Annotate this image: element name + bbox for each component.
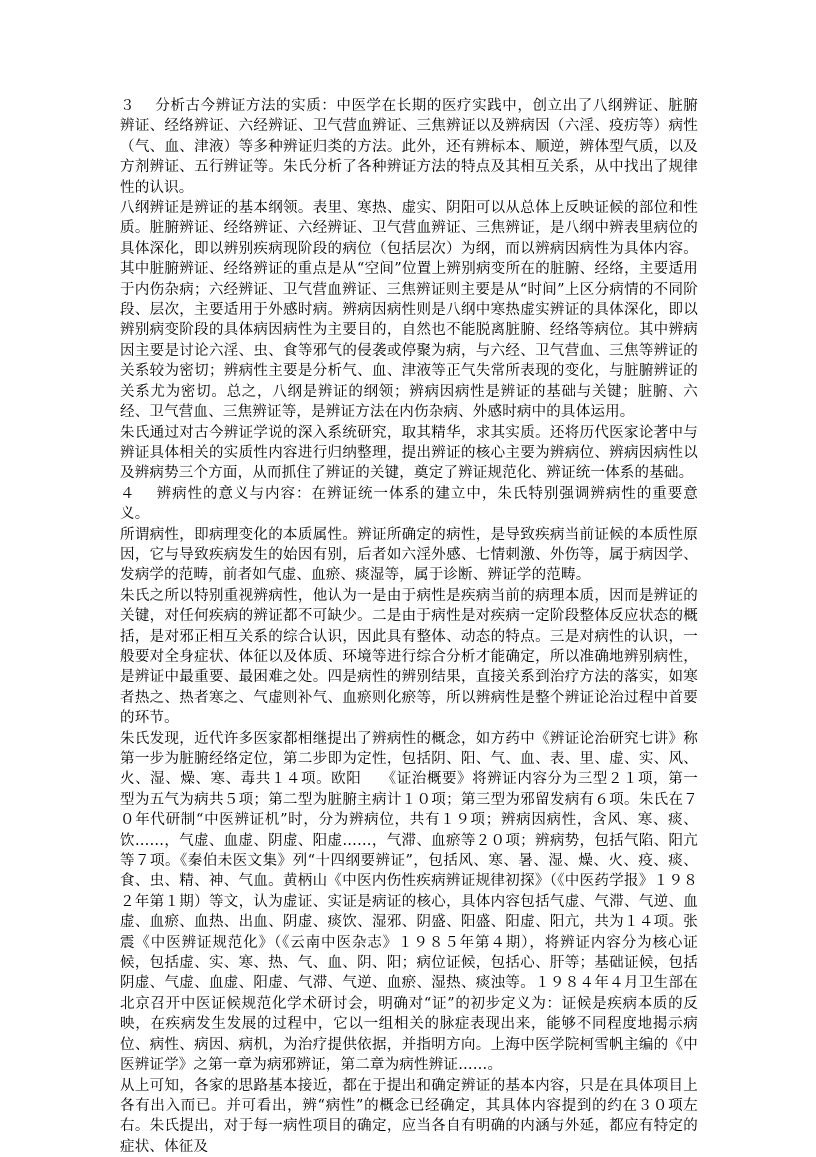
paragraph-importance-reasons: 朱氏之所以特别重视辨病性，他认为一是由于病性是疾病当前的病理本质，因而是辨证的关键，对任何疾病的辨证都不可缺少。二是由于病性是对疾病一定阶段整体反应状态的概括，是对邪正相互关系的综合认识，因此具有整体、动态的特点。三是对病性的认识，一般要对全身症状、体征以及体质、环境等进行综合分析才能确定，所以准确地辨别病性，是辨证中最重要、最困难之处。四是病性的辨别结果，直接关系到治疗方法的落实，如寒者热之、热者寒之、气虚则补气、血瘀则化瘀等，所以辨病性是整个辨证论治过程中首要的环节。 (120, 586, 698, 729)
paragraph-modern-scholars: 朱氏发现，近代许多医家都相继提出了辨病性的概念，如方药中《辨证论治研究七讲》称第一步为脏腑经络定位，第二步即为定性，包括阴、阳、气、血、表、里、虚、实、风、火、湿、燥、寒、毒共１４项。欧阳 《证治概要》将辨证内容分为三型２１项，第一型为五气为病共５项；第二型为脏腑主病计１０项；第三型为邪留发病有６项。朱氏在７０年代研制“中医辨证机”时，分为辨病位，共有１９项；辨病因病性，含风、寒、痰、饮……，气虚、血虚、阴虚、阳虚……，气滞、血瘀等２０项；辨病势，包括气陷、阳亢等７项。《秦伯未医文集》列“十四纲要辨证”，包括风、寒、暑、湿、燥、火、疫、痰、食、虫、精、神、气血。黄柄山《中医内伤性疾病辨证规律初探》（《中医药学报》１９８２年第１期）等文，认为虚证、实证是病证的核心，具体内容包括气虚、气滞、气逆、血虚、血瘀、血热、出血、阴虚、痰饮、湿邪、阴盛、阳盛、阳虚、阳亢，共为１４项。张震《中医辨证规范化》（《云南中医杂志》１９８５年第４期），将辨证内容分为核心证候，包括虚、实、寒、热、气、血、阴、阳；病位证候，包括心、肝等；基础证候，包括阴虚、气虚、血虚、阳虚、气滞、气逆、血瘀、湿热、痰浊等。１９８４年４月卫生部在北京召开中医证候规范化学术研讨会，明确对“证”的初步定义为：证候是疾病本质的反映，在疾病发生发展的过程中，它以一组相关的脉症表现出来，能够不同程度地揭示病位、病性、病因、病机，为治疗提供依据，并指明方向。上海中医学院柯雪帆主编的《中医辨证学》之第一章为病邪辨证，第二章为病性辨证……。 (120, 729, 698, 1076)
paragraph-eight-principles: 八纲辨证是辨证的基本纲领。表里、寒热、虚实、阴阳可以从总体上反映证候的部位和性质。脏腑辨证、经络辨证、六经辨证、卫气营血辨证、三焦辨证，是八纲中辨表里病位的具体深化，即以辨别疾病现阶段的病位（包括层次）为纲，而以辨病因病性为具体内容。其中脏腑辨证、经络辨证的重点是从“空间”位置上辨别病变所在的脏腑、经络，主要适用于内伤杂病；六经辨证、卫气营血辨证、三焦辨证则主要是从“时间”上区分病情的不同阶段、层次，主要适用于外感时病。辨病因病性则是八纲中寒热虚实辨证的具体深化，即以辨别病变阶段的具体病因病性为主要目的，自然也不能脱离脏腑、经络等病位。其中辨病因主要是讨论六淫、虫、食等邪气的侵袭或停聚为病，与六经、卫气营血、三焦等辨证的关系较为密切；辨病性主要是分析气、血、津液等正气失常所表现的变化，与脏腑辨证的关系尤为密切。总之，八纲是辨证的纲领；辨病因病性是辨证的基础与关键；脏腑、六经、卫气营血、三焦辨证等，是辨证方法在内伤杂病、外感时病中的具体运用。 (120, 198, 698, 422)
paragraph-disease-nature-definition: 所谓病性，即病理变化的本质属性。辨证所确定的病性，是导致疾病当前证候的本质性原因，它与导致疾病发生的始因有别，后者如六淫外感、七情刺激、外伤等，属于病因学、发病学的范畴，前者如气虚、血瘀、痰湿等，属于诊断、辨证学的范畴。 (120, 525, 698, 586)
document-page (120, 96, 698, 1157)
paragraph-section-4-heading: ４ 辨病性的意义与内容：在辨证统一体系的建立中，朱氏特别强调辨病性的重要意义。 (120, 484, 698, 525)
paragraph-conclusion: 从上可知，各家的思路基本接近，都在于提出和确定辨证的基本内容，只是在具体项目上各有出入而已。并可看出，辨“病性”的概念已经确定，其具体内容提到的约在３０项左右。朱氏提出，对于每一病性项目的确定，应当各自有明确的内涵与外延，都应有特定的症状、体征及 (120, 1076, 698, 1157)
paragraph-zhu-research: 朱氏通过对古今辨证学说的深入系统研究，取其精华，求其实质。还将历代医家论著中与辨证具体相关的实质性内容进行归纳整理，提出辨证的核心主要为辨病位、辨病因病性以及辨病势三个方面，从而抓住了辨证的关键，奠定了辨证规范化、辨证统一体系的基础。 (120, 423, 698, 484)
paragraph-analysis-methods: ３ 分析古今辨证方法的实质：中医学在长期的医疗实践中，创立出了八纲辨证、脏腑辨证、经络辨证、六经辨证、卫气营血辨证、三焦辨证以及辨病因（六淫、疫疠等）病性（气、血、津液）等多种辨证归类的方法。此外，还有辨标本、顺逆，辨体型气质，以及方剂辨证、五行辨证等。朱氏分析了各种辨证方法的特点及其相互关系，从中找出了规律性的认识。 (120, 96, 698, 198)
